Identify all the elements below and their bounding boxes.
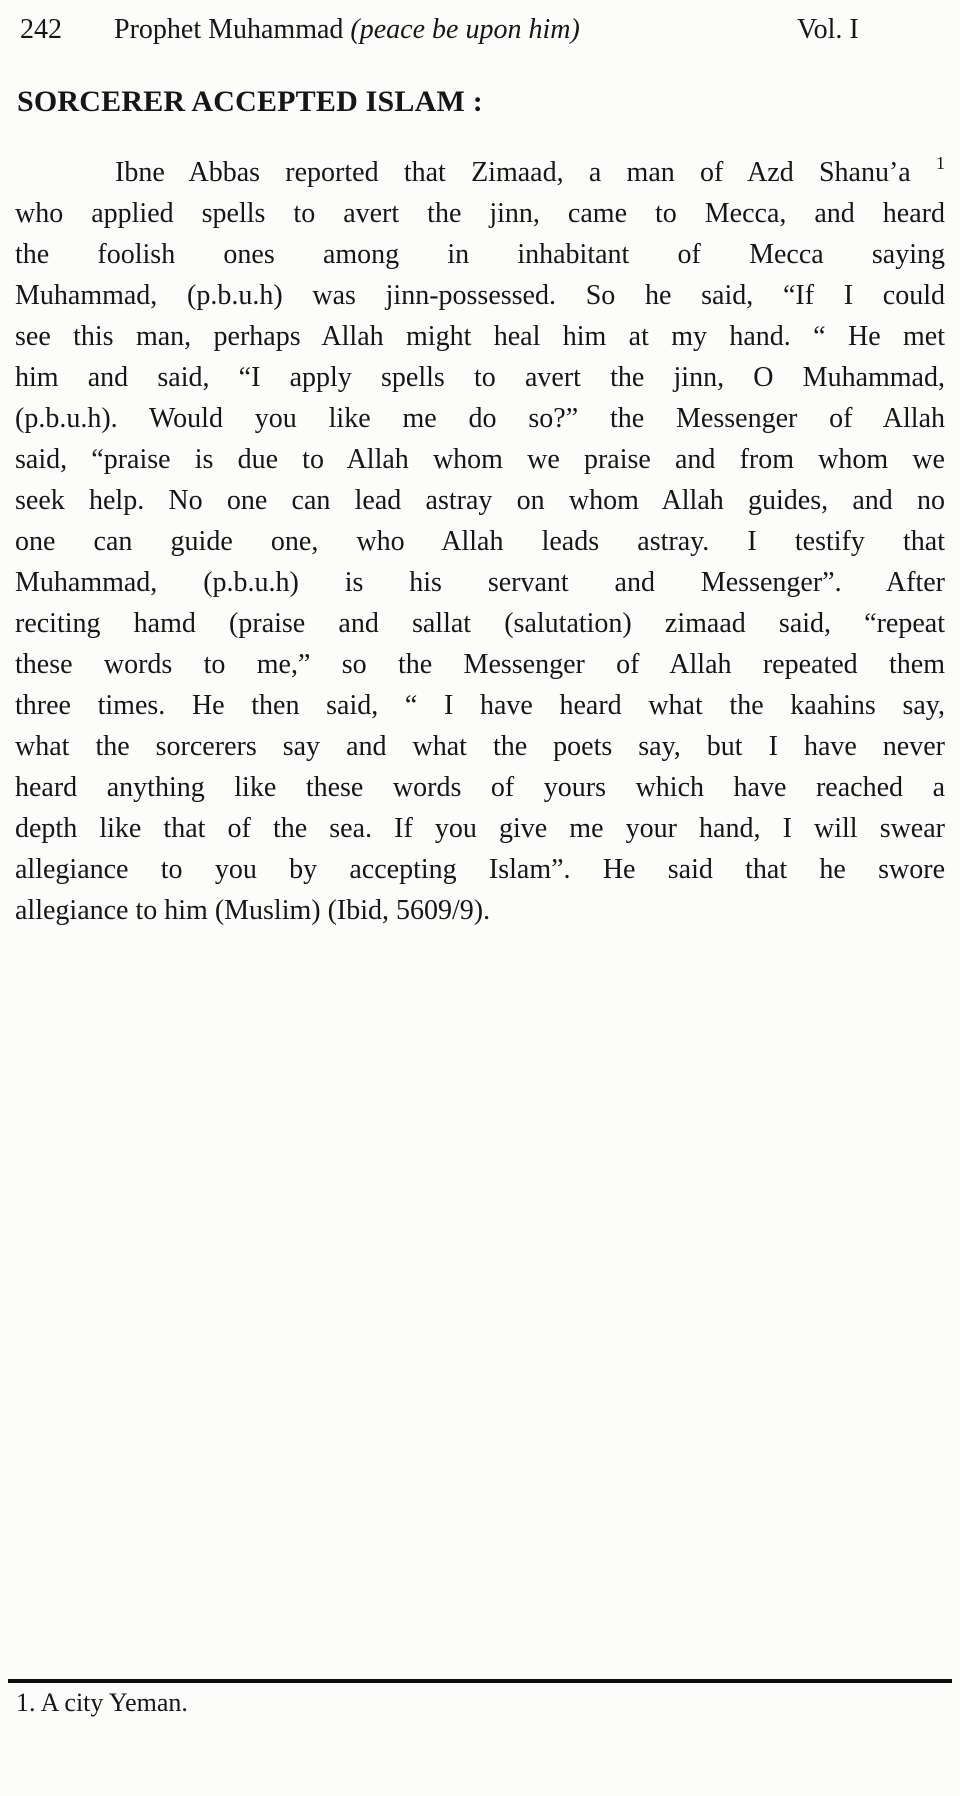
paragraph-indent (15, 180, 115, 181)
page-number: 242 (20, 14, 62, 45)
book-title (114, 10, 580, 50)
paragraph-first-line (15, 152, 945, 193)
paragraph-line: (p.b.u.h). Would you like me do so?” the Messenger of Allah (15, 403, 945, 434)
paragraph-line: one can guide one, who Allah leads astray. I testify that (15, 526, 945, 557)
volume-label: Vol. I (797, 14, 859, 45)
footnote-text: 1. A city Yeman. (16, 1688, 188, 1717)
paragraph-line: these words to me,” so the Messenger of Allah repeated them (15, 649, 945, 680)
paragraph-last-line: allegiance to him (Muslim) (Ibid, 5609/9). (15, 895, 491, 926)
paragraph-line: Muhammad, (p.b.u.h) was jinn-possessed. So he said, “If I could (15, 280, 945, 311)
section-heading: SORCERER ACCEPTED ISLAM : (17, 85, 483, 118)
page-header (0, 10, 960, 50)
paragraph-line: said, “praise is due to Allah whom we praise and from whom we (15, 444, 945, 475)
paragraph-line: him and said, “I apply spells to avert the jinn, O Muhammad, (15, 362, 945, 393)
paragraph-line: see this man, perhaps Allah might heal him at my hand. “ He met (15, 321, 945, 352)
paragraph-lines (15, 193, 945, 890)
paragraph-line: Muhammad, (p.b.u.h) is his servant and Messenger”. After (15, 567, 945, 598)
book-title-italic: (peace be upon him) (350, 14, 580, 45)
paragraph-line: depth like that of the sea. If you give me your hand, I will swear (15, 813, 945, 844)
paragraph-line: heard anything like these words of yours which have reached a (15, 772, 945, 803)
paragraph-line: reciting hamd (praise and sallat (salutation) zimaad said, “repeat (15, 608, 945, 639)
paragraph-line: what the sorcerers say and what the poets say, but I have never (15, 731, 945, 762)
paragraph-line: allegiance to you by accepting Islam”. He said that he swore (15, 854, 945, 885)
footnote-ref: 1 (936, 153, 945, 173)
book-title-regular: Prophet Muhammad (114, 14, 351, 45)
body-paragraph (15, 152, 945, 931)
paragraph-line: the foolish ones among in inhabitant of Mecca saying (15, 239, 945, 270)
footnote-divider (8, 1679, 952, 1683)
paragraph-line: seek help. No one can lead astray on whom Allah guides, and no (15, 485, 945, 516)
paragraph-line: who applied spells to avert the jinn, came to Mecca, and heard (15, 198, 945, 229)
paragraph-first-line-text: Ibne Abbas reported that Zimaad, a man of Azd Shanu’a (115, 157, 911, 188)
paragraph-line: three times. He then said, “ I have heard what the kaahins say, (15, 690, 945, 721)
